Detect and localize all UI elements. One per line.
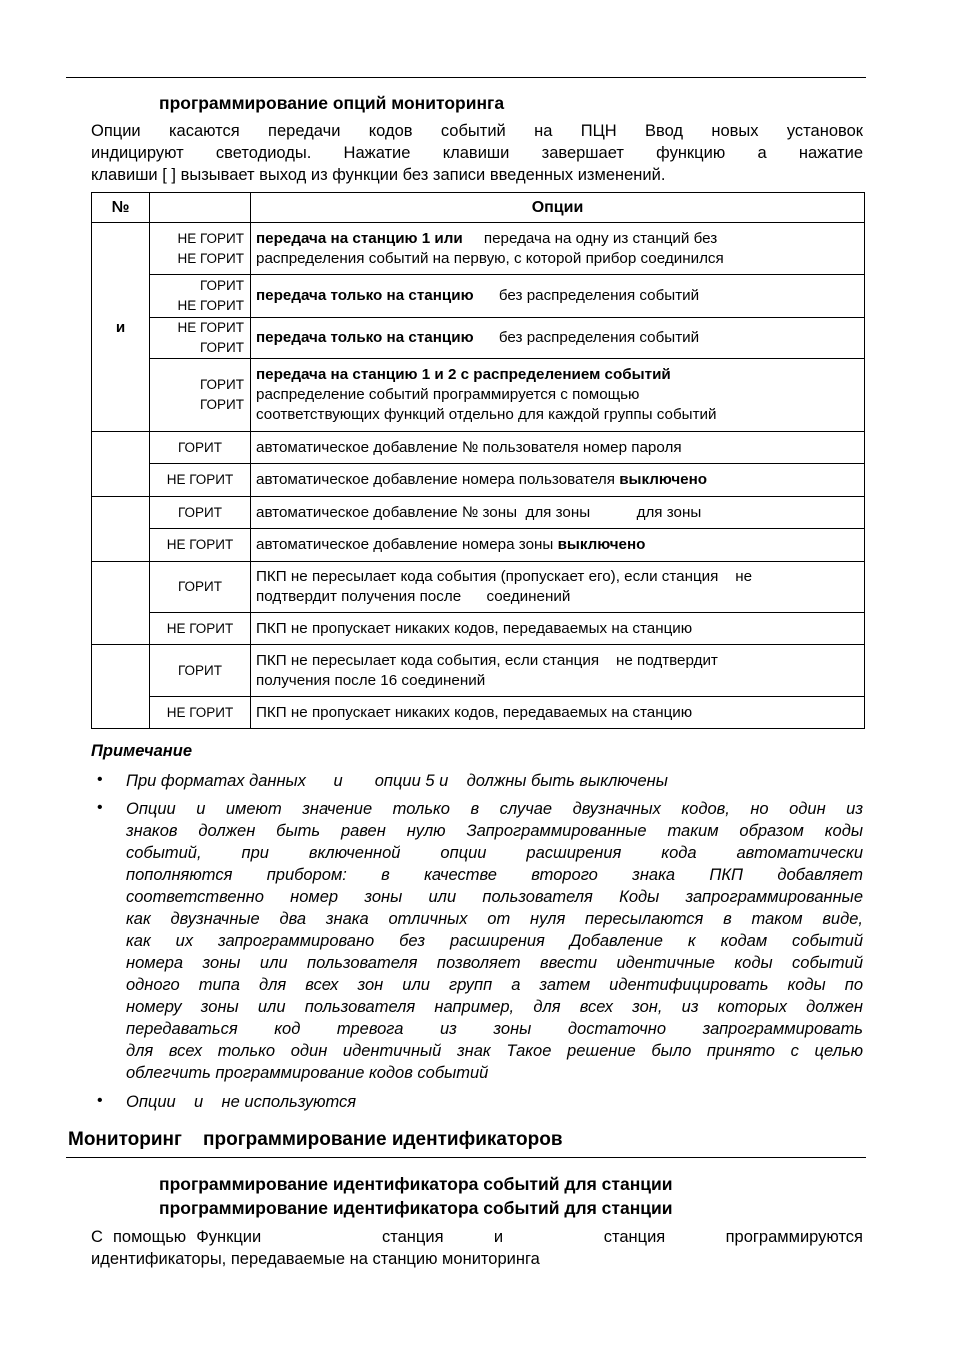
table-row <box>92 697 865 729</box>
subheading-station-id: программирование идентификатора событий для станции <box>159 1174 673 1194</box>
led-state: НЕ ГОРИТ <box>177 250 244 266</box>
paragraph-line: идентификаторы, передаваемые на станцию мониторинга <box>91 1250 540 1268</box>
group-number-cell: и <box>92 223 150 432</box>
note-line: знаков должен быть равен нулю Запрограммированные таким образом коды <box>126 822 863 840</box>
option-text: подтвердит получения после соединений <box>256 588 571 605</box>
section2-paragraph <box>91 1226 863 1270</box>
option-description-cell: автоматическое добавление № пользователя номер пароля <box>251 432 865 464</box>
note-item: При форматах данных и опции 5 и должны быть выключены <box>126 772 668 790</box>
led-state-cell <box>150 223 251 275</box>
option-description-cell <box>251 318 865 359</box>
option-description-cell: ПКП не пропускает никаких кодов, передаваемых на станцию <box>251 697 865 729</box>
option-description-cell: автоматическое добавление № зоны для зоны для зоны <box>251 497 865 529</box>
note-line: как двузначные два знака отличных от нуля пересылаются в таком виде, <box>126 910 863 928</box>
led-state: НЕ ГОРИТ <box>177 230 244 246</box>
option-text: ПКП не пересылает кода события, если станция не подтвердит <box>256 651 718 669</box>
section-heading-monitoring-options: программирование опций мониторинга <box>159 93 505 113</box>
option-description-cell <box>251 275 865 318</box>
table-row <box>92 464 865 497</box>
led-state-cell <box>150 275 251 318</box>
group-number-cell <box>92 562 150 645</box>
table-row <box>92 432 865 464</box>
header-led <box>150 193 251 223</box>
option-bold-text: передача только на станцию <box>256 329 474 346</box>
note-line: соответственно номер зоны или пользователя Коды запрограммированные <box>126 888 863 906</box>
option-text: получения после 16 соединений <box>256 671 486 689</box>
option-bold-text: выключено <box>619 471 708 488</box>
option-description-cell <box>251 645 865 697</box>
led-state-cell: НЕ ГОРИТ <box>150 613 251 645</box>
section-title-monitoring-ids: Мониторинг программирование идентификаторов <box>68 1129 563 1150</box>
note-line: одного типа для всех зон или групп а затем идентифицировать коды по <box>126 976 863 994</box>
option-text: автоматическое добавление номера зоны <box>256 536 558 553</box>
option-description-cell <box>251 464 865 497</box>
option-text: автоматическое добавление номера пользователя <box>256 471 620 488</box>
option-description-cell <box>251 562 865 613</box>
table-row <box>92 562 865 613</box>
led-state-cell: НЕ ГОРИТ <box>150 464 251 497</box>
led-state-cell <box>150 359 251 432</box>
header-options: Опции <box>251 193 865 223</box>
note-item: Опции и не используются <box>126 1093 357 1111</box>
option-bold-text: выключено <box>557 536 646 553</box>
bullet-dot: • <box>97 799 103 816</box>
option-bold-text: передача на станцию 1 или <box>256 229 463 247</box>
led-state: ГОРИТ <box>199 377 244 392</box>
bullet-dot: • <box>97 1092 103 1109</box>
note-line: пополняются прибором: в качестве второго знака ПКП добавляет <box>126 866 863 884</box>
note-line: как их запрограммировано без расширения Добавление к кодам событий <box>126 932 863 950</box>
option-description-cell: ПКП не пропускает никаких кодов, передаваемых на станцию <box>251 613 865 645</box>
table-row <box>92 497 865 529</box>
subheading-station-id: программирование идентификатора событий для станции <box>159 1198 673 1218</box>
option-text: распределения событий на первую, с которой прибор соединился <box>256 249 724 267</box>
table-row <box>92 613 865 645</box>
led-state: НЕ ГОРИТ <box>177 320 244 335</box>
top-rule <box>66 77 866 78</box>
header-num: № <box>92 193 150 223</box>
option-bold-text: передача на станцию 1 и 2 с распределением событий <box>256 366 671 383</box>
section-rule <box>66 1157 866 1158</box>
table-row <box>92 529 865 562</box>
led-state-cell: ГОРИТ <box>150 562 251 613</box>
option-text: без распределения событий <box>498 329 700 346</box>
led-state: ГОРИТ <box>199 340 244 355</box>
bullet-dot: • <box>97 771 103 788</box>
note-item <box>126 798 863 1084</box>
led-state-cell <box>150 318 251 359</box>
note-line: передаваться код тревога из зоны достаточно запрограммировать <box>126 1020 863 1038</box>
led-state-cell: ГОРИТ <box>150 645 251 697</box>
option-bold-text: передача только на станцию <box>256 287 474 304</box>
paragraph-line: С помощью Функции станция и станция программируются <box>91 1228 863 1246</box>
table-header-row <box>92 193 865 223</box>
table-row <box>92 318 865 359</box>
note-title: Примечание <box>91 742 193 760</box>
option-text: ПКП не пересылает кода события (пропускает его), если станция не <box>256 568 753 585</box>
note-line: номера зоны или пользователя позволяет ввести идентичные коды событий <box>126 954 863 972</box>
option-text: передача на одну из станций без <box>483 229 718 247</box>
option-description-cell <box>251 359 865 432</box>
led-state-cell: НЕ ГОРИТ <box>150 529 251 562</box>
group-number-cell <box>92 645 150 729</box>
table-row <box>92 275 865 318</box>
intro-line: Опции касаются передачи кодов событий на ПЦН Ввод новых установок <box>91 122 863 140</box>
note-line: для всех только один идентичный знак Такое решение было принято с целью <box>126 1042 863 1060</box>
note-line: облегчить программирование кодов событий <box>126 1064 489 1082</box>
led-state-cell: НЕ ГОРИТ <box>150 697 251 729</box>
led-state: ГОРИТ <box>199 278 244 293</box>
group-number-cell <box>92 497 150 562</box>
intro-paragraph <box>91 120 863 186</box>
led-state-cell: ГОРИТ <box>150 432 251 464</box>
intro-line: клавиши [ ] вызывает выход из функции без записи введенных изменений. <box>91 166 666 184</box>
led-state-cell: ГОРИТ <box>150 497 251 529</box>
led-state: ГОРИТ <box>199 397 244 412</box>
note-line: номеру зоны или пользователя например, для всех зон, из которых должен <box>126 998 863 1016</box>
group-number-cell <box>92 432 150 497</box>
led-state: НЕ ГОРИТ <box>177 298 244 313</box>
table-row <box>92 359 865 432</box>
option-description-cell <box>251 223 865 275</box>
intro-line: индицируют светодиоды. Нажатие клавиши завершает функцию а нажатие <box>91 144 863 162</box>
option-description-cell <box>251 529 865 562</box>
table-row <box>92 223 865 275</box>
note-line: Опции и имеют значение только в случае двузначных кодов, но один из <box>126 800 863 818</box>
options-table <box>91 192 865 729</box>
table-row <box>92 645 865 697</box>
option-text: без распределения событий <box>498 287 700 304</box>
note-line: событий, при включенной опции расширения кода автоматически <box>126 844 863 862</box>
option-text: распределение событий программируется с помощью <box>256 386 640 403</box>
option-text: соответствующих функций отдельно для каждой группы событий <box>256 406 717 423</box>
